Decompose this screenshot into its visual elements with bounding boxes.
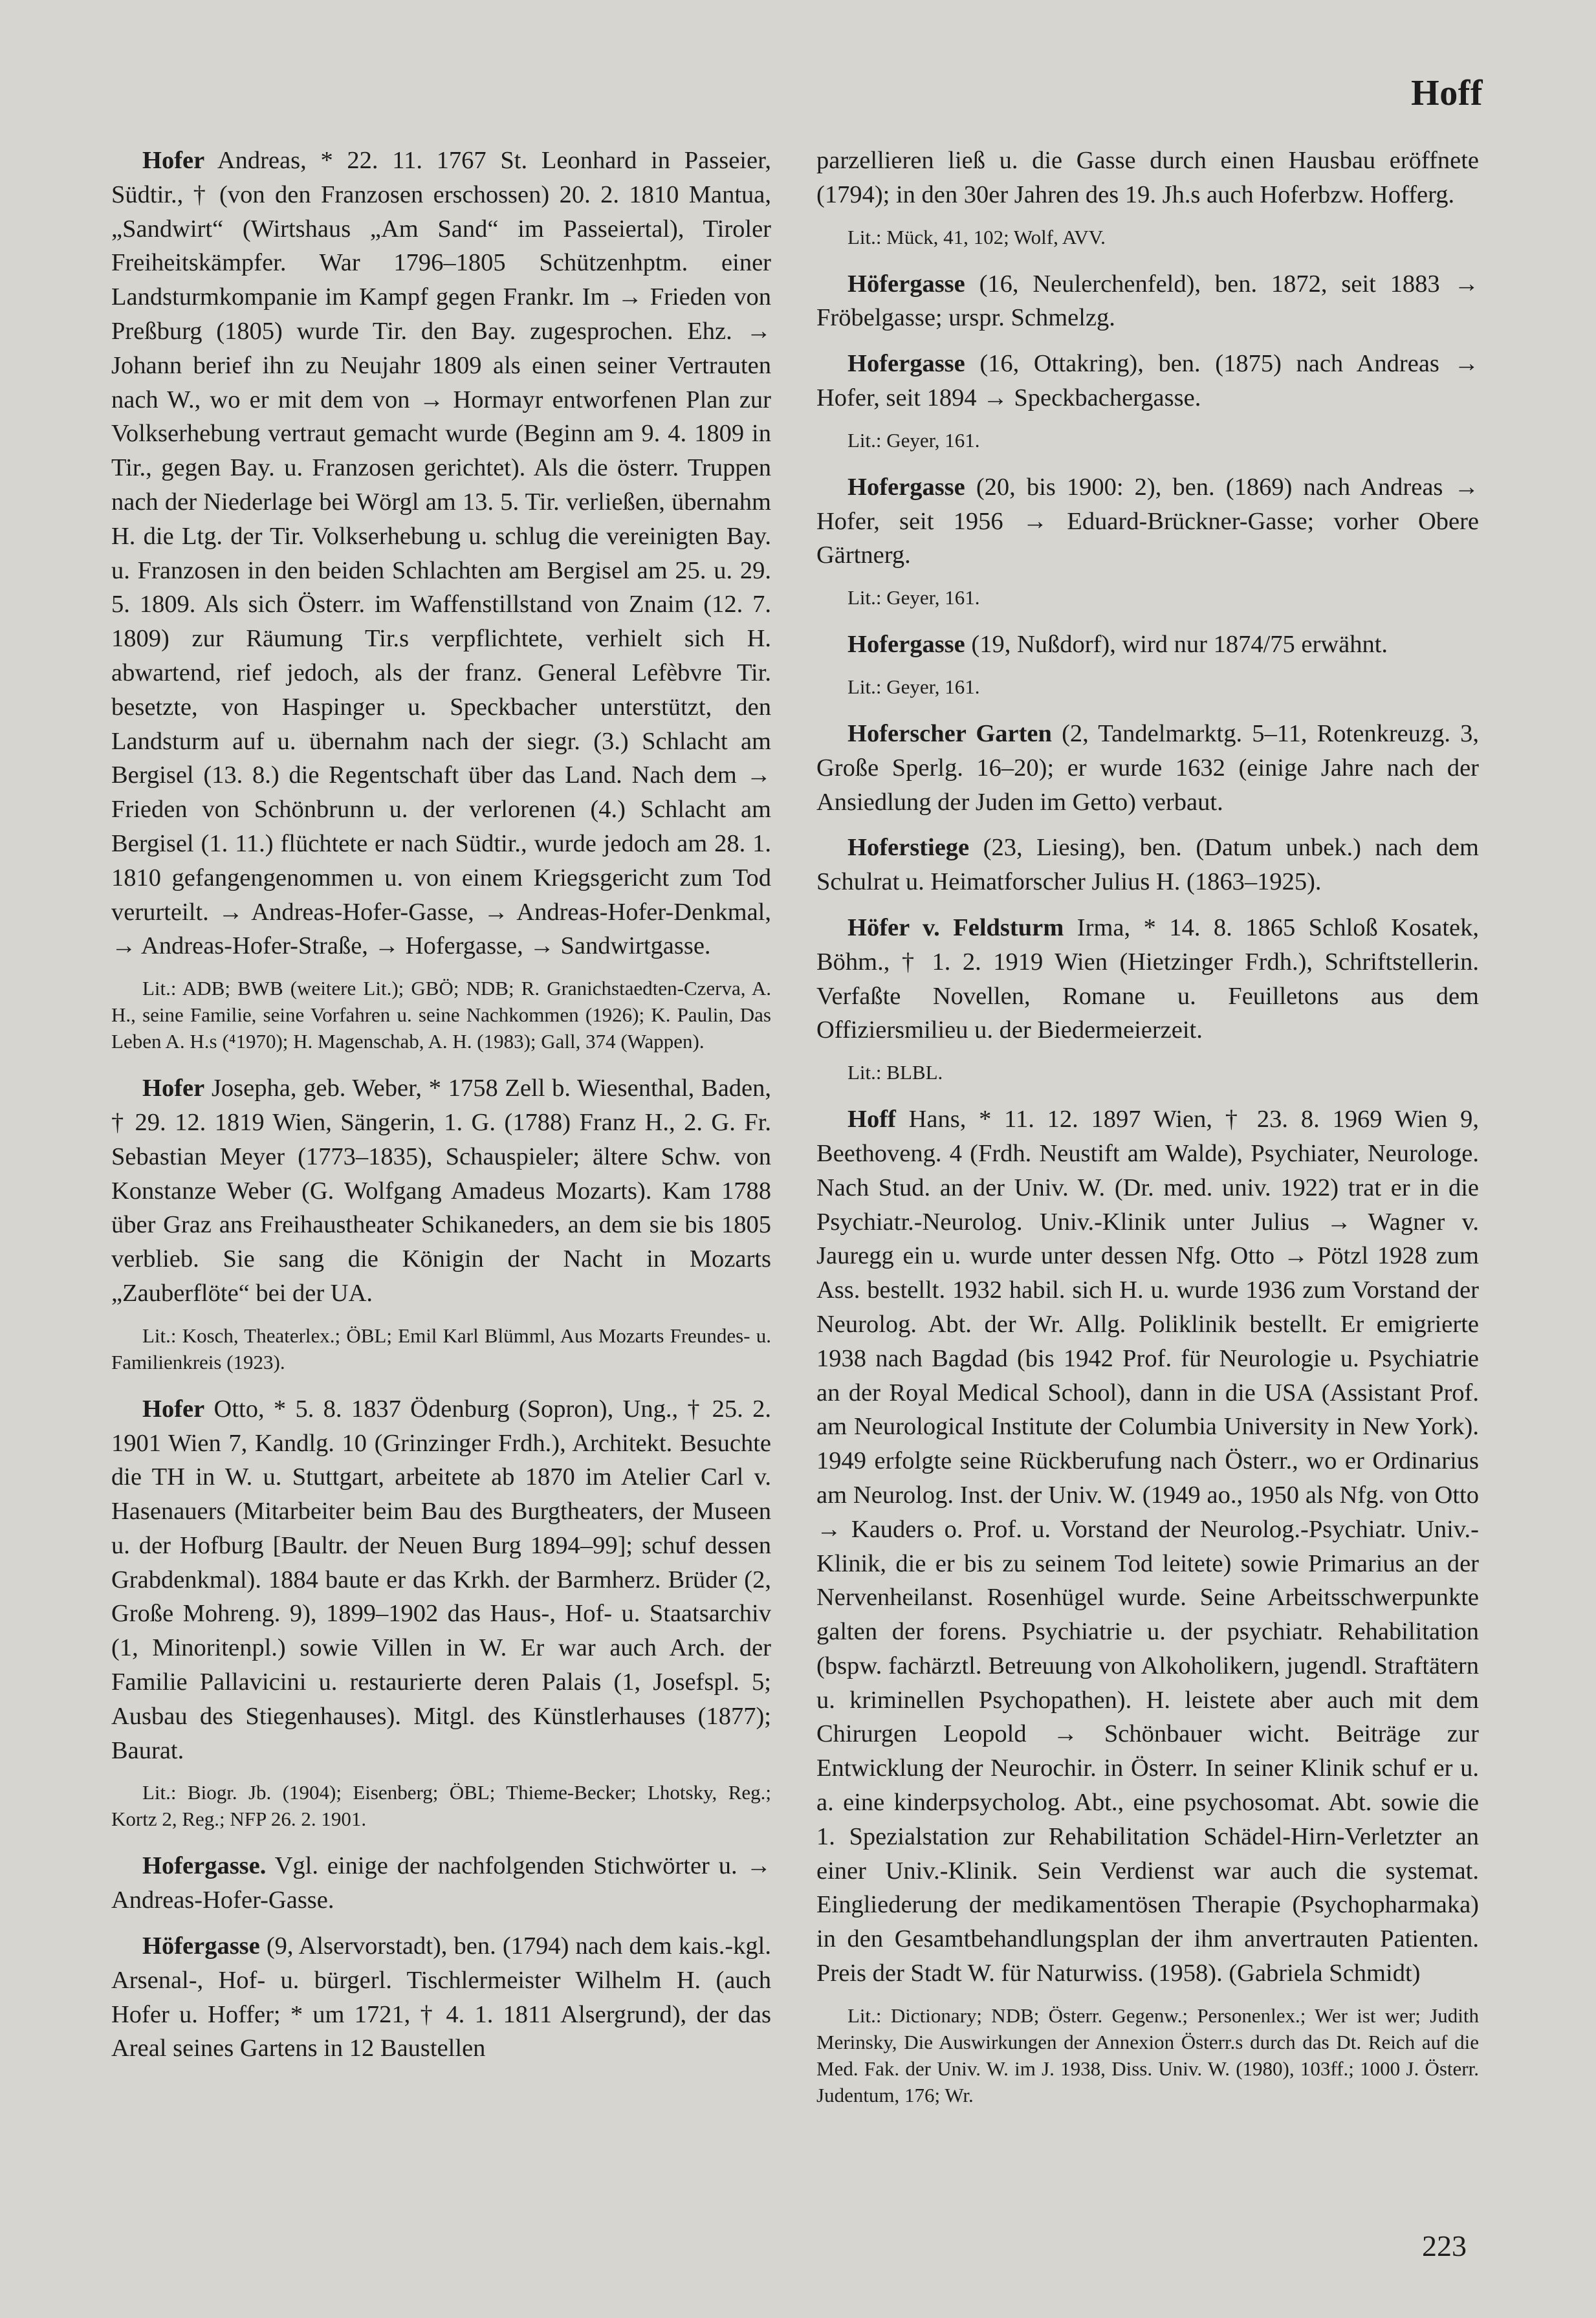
entry-hoff-hans	[816, 1102, 1479, 1991]
entry-literature: Lit.: ADB; BWB (weitere Lit.); GBÖ; NDB; R. Granichstaedten-Czerva, A. H., seine Familie, seine Vorfahren u. seine Nachkommen (1926); K. Paulin, Das Leben A. H.s (⁴1970); H. Magenschab, A. H. (1983); Gall, 374 (Wappen).	[111, 977, 771, 1053]
entry-hofer-andreas	[111, 144, 771, 963]
entry-headword: Hofergasse	[847, 631, 965, 659]
entry-headword: Hoferscher Garten	[847, 719, 1052, 747]
entry-hoefergasse-16	[816, 267, 1479, 336]
entry-text: Otto, * 5. 8. 1837 Ödenburg (Sopron), Ung., † 25. 2. 1901 Wien 7, Kandlg. 10 (Grinzinger Frdh.), Architekt. Besuchte die TH in W. u. Stuttgart, arbeitete ab 1870 im Atelier Carl v. Hasenauers (Mitarbeiter beim Bau des Burgtheaters, der Museen u. der Hofburg [Baultr. der Neuen Burg 1894–99]; schuf dessen Grabdenkmal). 1884 baute er das Krkh. der Barmherz. Brüder (2, Große Mohreng. 9), 1899–1902 das Haus-, Hof- u. Staatsarchiv (1, Minoritenpl.) sowie Villen in W. Er war auch Arch. der Familie Pallavicini u. restaurierte deren Palais (1, Josefspl. 5; Ausbau des Stiegenhauses). Mitgl. des Künstlerhauses (1877); Baurat.	[111, 1395, 771, 1764]
entry-headword: Hofergasse.	[142, 1852, 267, 1880]
running-head: Hoff	[1411, 73, 1483, 113]
entry-headword: Hofer	[142, 147, 205, 174]
right-column	[816, 144, 1479, 2125]
entry-headword: Höfergasse	[847, 270, 965, 298]
entry-literature: Lit.: Dictionary; NDB; Österr. Gegenw.; Personenlex.; Wer ist wer; Judith Merinsky, Die Auswirkungen der Annexion Österr.s durch das Dt. Reich auf die Med. Fak. der Univ. W. im J. 1938, Diss. Univ. W. (1980), 103ff.; 1000 J. Österr. Judentum, 176; Wr.	[816, 2004, 1479, 2106]
entry-headword: Hoferstiege	[847, 834, 970, 862]
entry-text: (2, Tandelmarktg. 5–11, Rotenkreuzg. 3, Große Sperlg. 16–20); er wurde 1632 (einige Jahre nach der Ansiedlung der Juden im Getto) verbaut.	[816, 719, 1479, 816]
entry-hofergasse-16	[816, 347, 1479, 415]
left-column	[111, 144, 771, 2077]
entry-headword: Höfer v. Feldsturm	[847, 913, 1064, 941]
entry-hofer-josepha	[111, 1071, 771, 1311]
entry-literature: Lit.: Geyer, 161.	[847, 428, 980, 452]
entry-text: (16, Ottakring), ben. (1875) nach Andreas → Hofer, seit 1894 → Speckbachergasse.	[816, 350, 1479, 411]
entry-hofergasse-19	[816, 628, 1479, 662]
entry-text: Hans, * 11. 12. 1897 Wien, † 23. 8. 1969 Wien 9, Beethoveng. 4 (Frdh. Neustift am Walde), Psychiater, Neurologe. Nach Stud. an der Univ. W. (Dr. med. univ. 1922) trat er in die Psychiatr.-Neurolog. Univ.-Klinik unter Julius → Wagner v. Jauregg ein u. wurde unter dessen Nfg. Otto → Pötzl 1928 zum Ass. bestellt. 1932 habil. sich H. u. wurde 1936 zum Vorstand der Neurolog. Abt. der Wr. Allg. Poliklinik bestellt. Er emigrierte 1938 nach Bagdad (bis 1942 Prof. für Neurologie u. Psychiatrie an der Royal Medical School), dann in die USA (Assistant Prof. am Neurological Institute der Columbia University in New York). 1949 erfolgte seine Rückberufung nach Österr., wo er Ordinarius am Neurolog. Inst. der Univ. W. (1949 ao., 1950 als Nfg. von Otto → Kauders o. Prof. u. Vorstand der Neurolog.-Psychiatr. Univ.-Klinik, die er bis zu seinem Tod leitete) sowie Primarius an der Nervenheilanst. Rosenhügel wurde. Seine Arbeitsschwerpunkte galten der forens. Psychiatrie u. der psychiatr. Rehabilitation (bspw. fachärztl. Betreuung von Alkoholikern, jugendl. Straftätern u. kriminellen Psychopathen). H. leistete aber auch mit dem Chirurgen Leopold → Schönbauer wicht. Beiträge zur Entwicklung der Neurochir. in Österr. In seiner Klinik schuf er u. a. eine kinderpsycholog. Abt., eine psychosomat. Abt. sowie die 1. Spezialstation zur Rehabilitation Schädel-Hirn-Verletzter an einer Univ.-Klinik. Sein Verdienst war auch die systemat. Eingliederung der medikamentösen Therapie (Psychopharmaka) in den Gesamtbehandlungsplan der ihm anvertrauten Patienten. Preis der Stadt W. für Naturwiss. (1958). (Gabriela Schmidt)	[816, 1106, 1479, 1987]
entry-literature: Lit.: BLBL.	[847, 1061, 943, 1084]
entry-text: Irma, * 14. 8. 1865 Schloß Kosatek, Böhm., † 1. 2. 1919 Wien (Hietzinger Frdh.), Schriftstellerin. Verfaßte Novellen, Romane u. Feuilletons aus dem Offiziersmilieu u. der Biedermeierzeit.	[816, 913, 1479, 1044]
entry-headword: Höfergasse	[142, 1932, 260, 1960]
entry-hoferstiege	[816, 831, 1479, 899]
entry-literature: Lit.: Kosch, Theaterlex.; ÖBL; Emil Karl Blümml, Aus Mozarts Freundes- u. Familienkreis (1923).	[111, 1324, 771, 1373]
entry-text: Andreas, * 22. 11. 1767 St. Leonhard in Passeier, Südtir., † (von den Franzosen erschossen) 20. 2. 1810 Mantua, „Sandwirt“ (Wirtshaus „Am Sand“ im Passeiertal), Tiroler Freiheitskämpfer. War 1796–1805 Schützenhptm. einer Landsturmkompanie im Kampf gegen Frankr. Im → Frieden von Preßburg (1805) wurde Tir. den Bay. zugesprochen. Ehz. → Johann berief ihn zu Neujahr 1809 als einen seiner Vertrauten nach W., wo er mit dem von → Hormayr entworfenen Plan zur Volkserhebung vertraut gemacht wurde (Beginn am 9. 4. 1809 in Tir., gegen Bay. u. Franzosen gerichtet). Als die österr. Truppen nach der Niederlage bei Wörgl am 13. 5. Tir. verließen, übernahm H. die Ltg. der Tir. Volkserhebung u. schlug die vereinigten Bay. u. Franzosen in den beiden Schlachten am Bergisel am 25. u. 29. 5. 1809. Als sich Österr. im Waffenstillstand von Znaim (12. 7. 1809) zur Räumung Tir.s verpflichtete, verhielt sich H. abwartend, rief jedoch, als der franz. General Lefèbvre Tir. besetzte, von Haspinger u. Speckbacher unterstützt, den Landsturm auf u. übernahm nach der siegr. (3.) Schlacht am Bergisel (13. 8.) die Regentschaft über das Land. Nach dem → Frieden von Schönbrunn u. der verlorenen (4.) Schlacht am Bergisel (1. 11.) flüchtete er nach Südtir., wurde jedoch am 28. 1. 1810 gefangengenommen u. von einem Kriegsgericht zum Tod verurteilt. → Andreas-Hofer-Gasse, → Andreas-Hofer-Denkmal, → Andreas-Hofer-Straße, → Hofergasse, → Sandwirtgasse.	[111, 147, 771, 960]
entry-hofer-otto	[111, 1392, 771, 1768]
entry-hofergasse-20	[816, 470, 1479, 573]
page-number: 223	[1422, 2229, 1467, 2262]
entry-headword: Hofergasse	[847, 350, 965, 378]
entry-hoferscher-garten	[816, 717, 1479, 819]
entry-text: (9, Alservorstadt), ben. (1794) nach dem kais.-kgl. Arsenal-, Hof- u. bürgerl. Tischlermeister Wilhelm H. (auch Hofer u. Hoffer; * um 1721, † 4. 1. 1811 Alsergrund), der das Areal seines Gartens in 12 Baustellen	[111, 1932, 772, 2062]
entry-literature: Lit.: Geyer, 161.	[847, 586, 980, 609]
entry-hofergasse-ref	[111, 1849, 771, 1918]
entry-text: (23, Liesing), ben. (Datum unbek.) nach dem Schulrat u. Heimatforscher Julius H. (1863–1925).	[816, 834, 1480, 896]
entry-literature: Lit.: Biogr. Jb. (1904); Eisenberg; ÖBL; Thieme-Becker; Lhotsky, Reg.; Kortz 2, Reg.; NFP 26. 2. 1901.	[111, 1781, 771, 1831]
entry-literature: Lit.: Geyer, 161.	[847, 675, 980, 698]
entry-headword: Hoff	[847, 1106, 896, 1133]
entry-headword: Hofer	[142, 1395, 205, 1423]
entry-literature: Lit.: Mück, 41, 102; Wolf, AVV.	[847, 225, 1106, 248]
entry-continuation	[816, 144, 1479, 212]
entry-text: (19, Nußdorf), wird nur 1874/75 erwähnt.	[971, 631, 1388, 659]
entry-text: parzellieren ließ u. die Gasse durch einen Hausbau eröffnete (1794); in den 30er Jahren des 19. Jh.s auch Hoferbzw. Hofferg.	[816, 147, 1479, 208]
entry-headword: Hofergasse	[847, 473, 965, 501]
entry-text: (20, bis 1900: 2), ben. (1869) nach Andreas → Hofer, seit 1956 → Eduard-Brückner-Gasse; vorher Obere Gärtnerg.	[816, 473, 1479, 569]
entry-hoefergasse-9	[111, 1929, 771, 2066]
entry-text: (16, Neulerchenfeld), ben. 1872, seit 1883 → Fröbelgasse; urspr. Schmelzg.	[816, 270, 1479, 332]
entry-hoefer-v-feldsturm	[816, 911, 1479, 1047]
entry-headword: Hofer	[142, 1075, 205, 1102]
entry-text: Josepha, geb. Weber, * 1758 Zell b. Wiesenthal, Baden, † 29. 12. 1819 Wien, Sängerin, 1. G. (1788) Franz H., 2. G. Fr. Sebastian Meyer (1773–1835), Schauspieler; ältere Schw. von Konstanze Weber (G. Wolfgang Amadeus Mozarts). Kam 1788 über Graz ans Freihaustheater Schikaneders, an dem sie bis 1805 verblieb. Sie sang die Königin der Nacht in Mozarts „Zauberflöte“ bei der UA.	[111, 1075, 772, 1307]
entry-text: Vgl. einige der nachfolgenden Stichwörter u. → Andreas-Hofer-Gasse.	[111, 1852, 771, 1914]
